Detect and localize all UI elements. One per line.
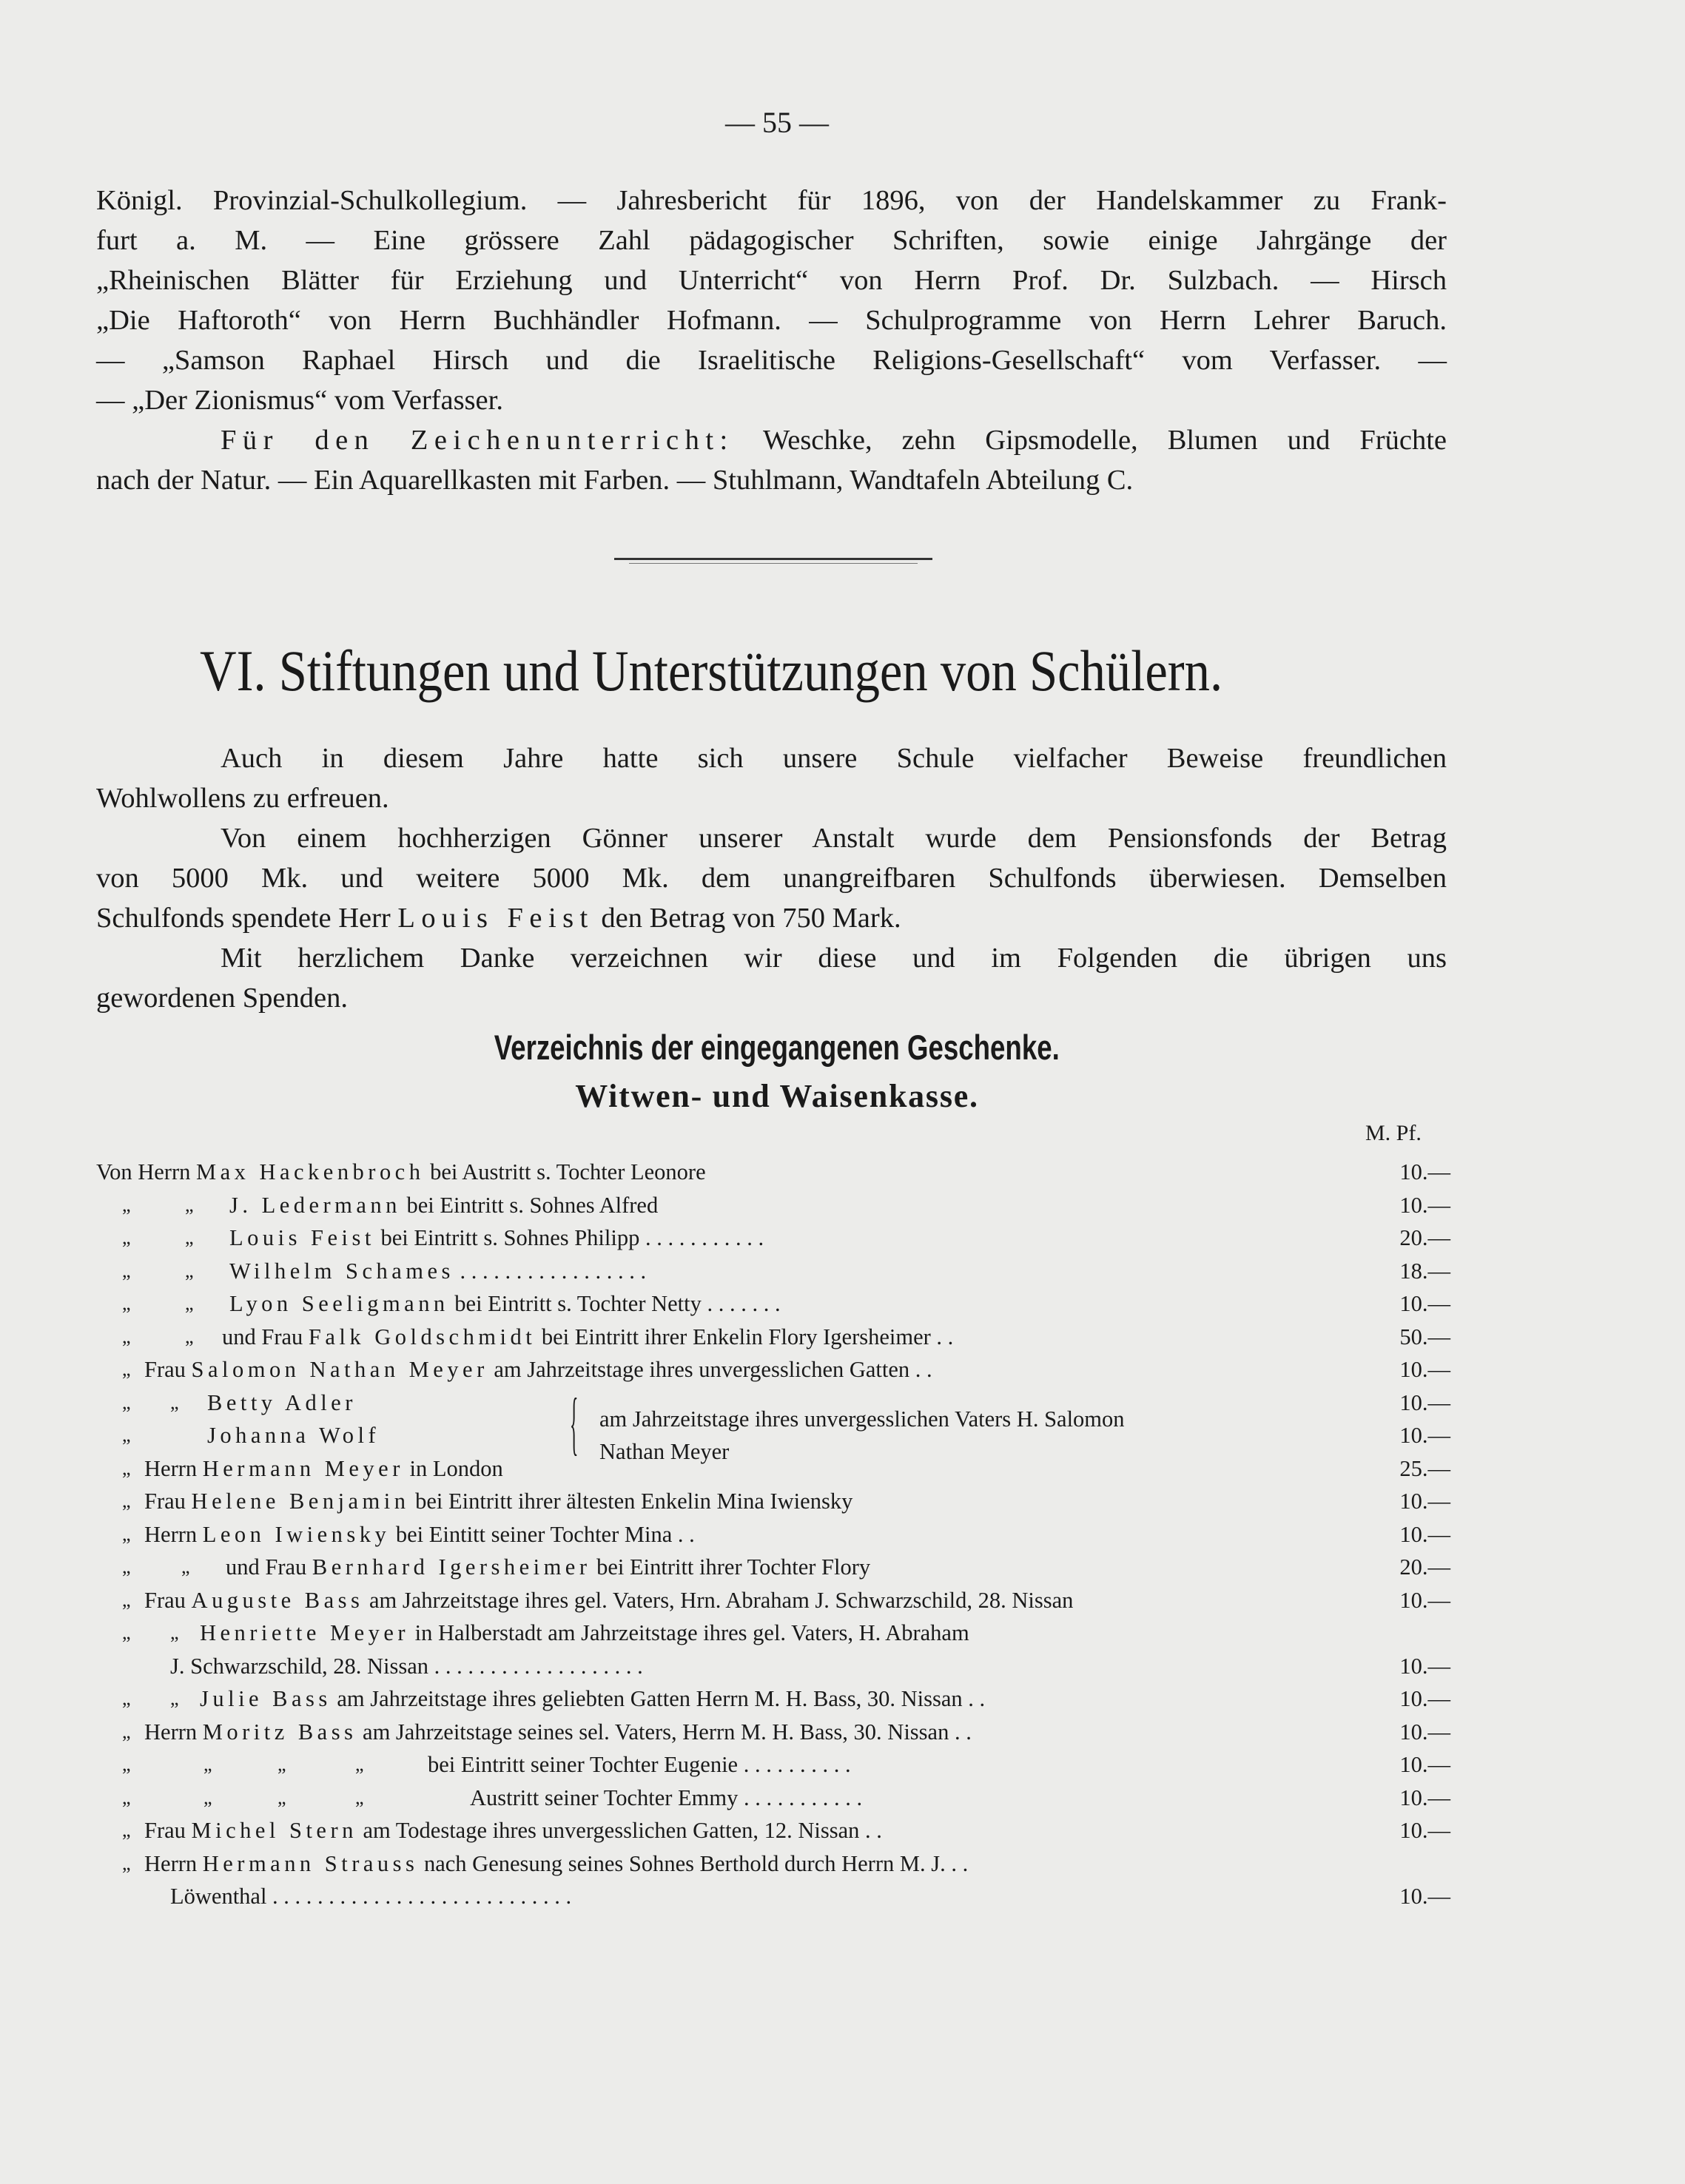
body-line: Wohlwollens zu erfreuen. (96, 783, 389, 814)
ditto-mark: „ (122, 1391, 131, 1413)
donation-prefix: und Frau (226, 1554, 312, 1580)
group-note: Nathan Meyer (599, 1439, 730, 1464)
donation-row (96, 1452, 1450, 1486)
donor-name: Moritz Bass (202, 1719, 357, 1745)
donation-row (96, 1156, 1450, 1189)
drawing-text: Weschke, zehn Gipsmodelle, Blumen und Früchte (733, 425, 1447, 456)
ditto-mark: „ (185, 1325, 194, 1347)
donation-detail: bei Eintritt ihrer ältesten Enkelin Mina Iwiensky (409, 1489, 853, 1514)
donation-prefix: Frau (144, 1357, 192, 1382)
donation-amount: 50.— (1399, 1324, 1450, 1349)
ditto-mark: „ (122, 1424, 131, 1446)
donation-text (229, 1255, 646, 1288)
donation-amount: 10.— (1399, 1719, 1450, 1745)
donation-amount: 18.— (1399, 1258, 1450, 1284)
donation-detail: bei Eintitt seiner Tochter Mina . . (390, 1521, 695, 1547)
donation-detail: am Jahrzeitstage ihres unvergesslichen Gatten . . (488, 1357, 932, 1382)
ditto-mark: „ (122, 1720, 131, 1742)
donation-text (470, 1782, 862, 1815)
body-line: Auch in diesem Jahre hatte sich unsere Schule vielfacher Beweise freundlichen (221, 743, 1447, 774)
donor-name: J. Ledermann (229, 1192, 401, 1218)
ditto-mark: „ (355, 1786, 364, 1808)
donation-row (96, 1518, 1450, 1551)
body-line: Schulfonds spendete Herr Louis Feist den Betrag von 750 Mark. (96, 903, 901, 934)
donation-prefix: Frau (144, 1587, 192, 1613)
intro-line: „Die Haftoroth“ von Herrn Buchhändler Hofmann. — Schulprogramme von Herrn Lehrer Baruch. (96, 305, 1447, 336)
ditto-mark: „ (122, 1556, 131, 1577)
donor-name: Auguste Bass (191, 1587, 364, 1613)
intro-paragraph (96, 181, 1447, 500)
donation-text (222, 1321, 953, 1354)
donation-amount: 10.— (1399, 1521, 1450, 1547)
donation-row (96, 1748, 1450, 1782)
donation-list (96, 1156, 1450, 1913)
donation-prefix: Austritt seiner Tochter Emmy . . . . . . . . . . . (470, 1784, 863, 1810)
donation-detail: bei Eintritt ihrer Tochter Flory (591, 1554, 871, 1580)
ditto-mark: „ (278, 1786, 286, 1808)
donation-row (96, 1847, 1450, 1881)
donation-prefix: Löwenthal . . . . . . . . . . . . . . . . . . . . . . . . . . . (170, 1884, 572, 1909)
donation-text (207, 1419, 380, 1452)
donor-name: Leon Iwiensky (202, 1521, 391, 1547)
donation-amount: 10.— (1399, 1423, 1450, 1448)
donation-text (229, 1287, 781, 1321)
donor-name: Falk Goldschmidt (308, 1324, 537, 1349)
ditto-mark: „ (122, 1819, 131, 1841)
intro-line: furt a. M. — Eine grössere Zahl pädagogischer Schriften, sowie einige Jahrgänge der (96, 225, 1447, 256)
donor-name: Julie Bass (200, 1686, 332, 1711)
donation-amount: 20.— (1399, 1225, 1450, 1250)
donation-text (170, 1880, 571, 1913)
intro-line: „Rheinischen Blätter für Erziehung und Unterricht“ von Herrn Prof. Dr. Sulzbach. — Hirsch (96, 265, 1447, 296)
ditto-mark: „ (122, 1588, 131, 1611)
section-body (96, 738, 1447, 1018)
donation-amount: 10.— (1399, 1489, 1450, 1514)
intro-line: — „Der Zionismus“ vom Verfasser. (96, 385, 503, 416)
donor-name: Johanna Wolf (207, 1423, 380, 1448)
donation-amount: 10.— (1399, 1389, 1450, 1415)
ditto-mark: „ (278, 1753, 286, 1775)
intro-line: — „Samson Raphael Hirsch und die Israelitische Religions-Gesellschaft“ vom Verfasser. — (96, 345, 1447, 376)
donation-text (144, 1485, 852, 1518)
donation-amount: 10.— (1399, 1784, 1450, 1810)
ditto-mark: „ (185, 1227, 194, 1248)
ditto-mark: „ (204, 1753, 212, 1775)
donation-text (428, 1748, 851, 1782)
ditto-mark: „ (170, 1391, 179, 1413)
ditto-mark: „ (122, 1193, 131, 1216)
donor-name: Henriette Meyer (200, 1620, 410, 1645)
section-title: VI. Stiftungen und Unterstützungen von Schülern. (200, 638, 1223, 703)
donation-prefix: Herrn (144, 1455, 203, 1481)
donation-text (144, 1847, 968, 1881)
donation-text (144, 1584, 1073, 1617)
ditto-mark: „ (122, 1622, 131, 1643)
donation-amount: 10.— (1399, 1587, 1450, 1613)
body-line: gewordenen Spenden. (96, 983, 348, 1014)
donation-row (96, 1880, 1450, 1913)
donation-row (96, 1485, 1450, 1518)
donation-text (96, 1156, 706, 1189)
list-title: Verzeichnis der eingegangenen Geschenke. (494, 1028, 1060, 1067)
donation-amount: 10.— (1399, 1818, 1450, 1843)
ditto-mark: „ (122, 1852, 131, 1874)
ditto-mark: „ (355, 1753, 364, 1775)
ditto-mark: „ (170, 1622, 179, 1643)
ditto-mark: „ (185, 1292, 194, 1314)
ditto-mark: „ (122, 1358, 131, 1380)
donation-text (144, 1518, 695, 1551)
body-line: Mit herzlichem Danke verzeichnen wir diese und im Folgenden die übrigen uns (221, 943, 1447, 974)
donation-amount: 10.— (1399, 1884, 1450, 1909)
donor-name: Max Hackenbroch (195, 1159, 425, 1184)
donor-name: Betty Adler (207, 1389, 357, 1415)
ditto-mark: „ (185, 1259, 194, 1281)
donation-row (96, 1353, 1450, 1386)
donation-text (144, 1353, 932, 1386)
donation-text (170, 1650, 643, 1683)
donation-amount: 10.— (1399, 1159, 1450, 1184)
donation-row (96, 1551, 1450, 1584)
group-brace: { (570, 1383, 579, 1462)
drawing-heading: Für den Zeichenunterricht: (221, 425, 734, 456)
donation-text (226, 1551, 870, 1584)
ditto-mark: „ (122, 1292, 131, 1314)
donation-detail: bei Eintritt s. Sohnes Alfred (400, 1192, 659, 1218)
donation-row (96, 1650, 1450, 1683)
donor-name: Wilhelm Schames (229, 1258, 454, 1284)
donation-prefix: J. Schwarzschild, 28. Nissan . . . . . . . . . . . . . . . . . . . (170, 1653, 643, 1679)
donation-detail: am Jahrzeitstage ihres gel. Vaters, Hrn. Abraham J. Schwarzschild, 28. Nissan (363, 1587, 1074, 1613)
donation-prefix: bei Eintritt seiner Tochter Eugenie . . . . . . . . . . (428, 1752, 851, 1777)
ditto-mark: „ (170, 1688, 179, 1709)
donor-name: Hermann Strauss (202, 1850, 419, 1876)
donation-amount: 10.— (1399, 1752, 1450, 1777)
donor-name: Lyon Seeligmann (229, 1291, 449, 1316)
donation-row (96, 1617, 1450, 1650)
donation-detail: bei Eintritt ihrer Enkelin Flory Igersheimer . . (536, 1324, 954, 1349)
ditto-mark: „ (122, 1753, 131, 1775)
donor-name: Louis Feist (397, 903, 594, 934)
ditto-mark: „ (122, 1688, 131, 1709)
page-number: — 55 — (725, 106, 829, 139)
donation-amount: 20.— (1399, 1554, 1450, 1580)
donation-detail: nach Genesung seines Sohnes Berthold durch Herrn M. J. . . (418, 1850, 969, 1876)
donation-amount: 10.— (1399, 1686, 1450, 1711)
donation-detail: bei Eintritt s. Tochter Netty . . . . . . . (448, 1291, 781, 1316)
donation-row (96, 1716, 1450, 1749)
donation-row (96, 1814, 1450, 1847)
donation-amount: 10.— (1399, 1192, 1450, 1218)
ditto-mark: „ (122, 1325, 131, 1347)
donation-detail: am Todestage ihres unvergesslichen Gatten, 12. Nissan . . (357, 1818, 882, 1843)
donation-detail: am Jahrzeitstage seines sel. Vaters, Herrn M. H. Bass, 30. Nissan . . (357, 1719, 972, 1745)
donation-prefix: Von Herrn (96, 1159, 196, 1184)
ditto-mark: „ (122, 1259, 131, 1281)
group-note: am Jahrzeitstage ihres unvergesslichen Vaters H. Salomon (599, 1406, 1125, 1432)
donation-prefix: Herrn (144, 1850, 203, 1876)
donor-name: Michel Stern (191, 1818, 357, 1843)
body-line: Von einem hochherzigen Gönner unserer Anstalt wurde dem Pensionsfonds der Betrag (221, 823, 1447, 854)
donation-row (96, 1221, 1450, 1255)
donor-name: Hermann Meyer (202, 1455, 404, 1481)
donor-name: Louis Feist (229, 1225, 375, 1250)
donation-detail: in Halberstadt am Jahrzeitstage ihres gel. Vaters, H. Abraham (409, 1620, 969, 1645)
donation-detail: . . . . . . . . . . . . . . . . . (454, 1258, 647, 1284)
donation-prefix: Herrn (144, 1719, 203, 1745)
ditto-mark: „ (122, 1227, 131, 1248)
donation-row (96, 1782, 1450, 1815)
ditto-mark: „ (204, 1786, 212, 1808)
donation-text (200, 1682, 985, 1716)
donation-amount: 25.— (1399, 1455, 1450, 1481)
donation-detail: bei Austritt s. Tochter Leonore (424, 1159, 706, 1184)
intro-line: Königl. Provinzial-Schulkollegium. — Jahresbericht für 1896, von der Handelskammer zu Frank- (96, 185, 1447, 216)
donation-prefix: Frau (144, 1818, 192, 1843)
section-divider-thin (629, 563, 918, 564)
donation-row (96, 1321, 1450, 1354)
donation-amount: 10.— (1399, 1357, 1450, 1382)
currency-header: M. Pf. (1365, 1121, 1422, 1145)
drawing-line: nach der Natur. — Ein Aquarellkasten mit Farben. — Stuhlmann, Wandtafeln Abteilung C. (96, 465, 1134, 496)
donor-name: Salomon Nathan Meyer (191, 1357, 488, 1382)
ditto-mark: „ (122, 1786, 131, 1808)
donation-row (96, 1584, 1450, 1617)
ditto-mark: „ (122, 1457, 131, 1479)
donation-detail: am Jahrzeitstage ihres geliebten Gatten Herrn M. H. Bass, 30. Nissan . . (331, 1686, 986, 1711)
fund-title: Witwen- und Waisenkasse. (575, 1078, 979, 1114)
donation-text (229, 1221, 764, 1255)
donation-row (96, 1255, 1450, 1288)
donation-detail: bei Eintritt s. Sohnes Philipp . . . . . . . . . . . (374, 1225, 764, 1250)
donation-prefix: Herrn (144, 1521, 203, 1547)
ditto-mark: „ (122, 1523, 131, 1545)
donation-detail: in London (403, 1455, 503, 1481)
donation-prefix: Frau (144, 1489, 192, 1514)
ditto-mark: „ (122, 1490, 131, 1511)
body-line: von 5000 Mk. und weitere 5000 Mk. dem unangreifbaren Schulfonds überwiesen. Demselben (96, 863, 1447, 894)
donation-amount: 10.— (1399, 1653, 1450, 1679)
section-divider (614, 558, 932, 560)
donor-name: Bernhard Igersheimer (312, 1554, 591, 1580)
donation-text (144, 1814, 882, 1847)
donation-prefix: und Frau (222, 1324, 309, 1349)
donation-row (96, 1287, 1450, 1321)
ditto-mark: „ (181, 1556, 190, 1577)
donation-row (96, 1682, 1450, 1716)
donation-text (229, 1189, 658, 1222)
donation-row (96, 1189, 1450, 1222)
donation-text (144, 1452, 503, 1486)
donation-text (200, 1617, 969, 1650)
ditto-mark: „ (185, 1193, 194, 1216)
donation-amount: 10.— (1399, 1291, 1450, 1316)
drawing-paragraph (96, 420, 1447, 460)
donation-text (144, 1716, 972, 1749)
donation-text (207, 1386, 357, 1420)
donor-name: Helene Benjamin (191, 1489, 410, 1514)
